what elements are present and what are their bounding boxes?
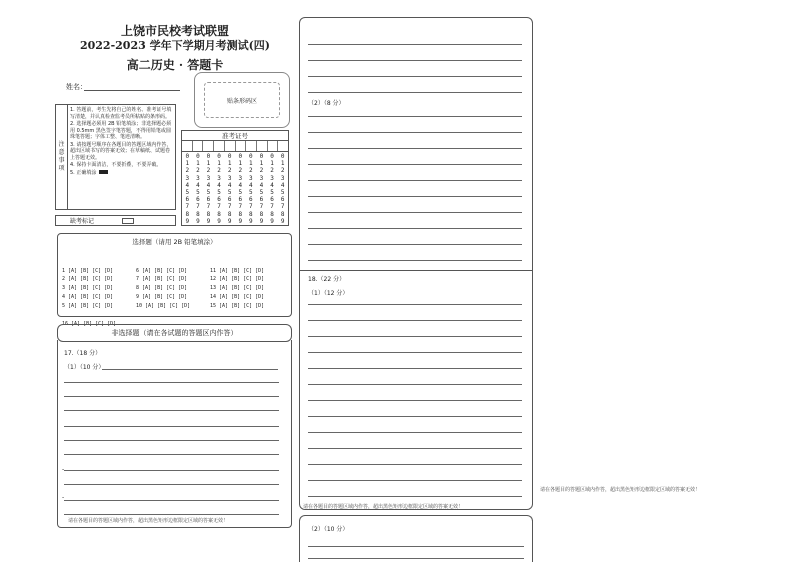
- answer-line[interactable]: [308, 164, 522, 165]
- answer-line[interactable]: [308, 196, 522, 197]
- digit-column[interactable]: 0 1 2 3 4 5 6 7 8 9: [280, 153, 285, 225]
- answer-line[interactable]: [308, 92, 522, 93]
- barcode-area: [194, 72, 290, 128]
- answer-line[interactable]: [308, 432, 522, 433]
- answer-line[interactable]: [308, 76, 522, 77]
- note-item: 4. 保持卡面清洁，不要折叠，不要弄破。: [70, 162, 162, 168]
- answer-line[interactable]: [308, 400, 522, 401]
- answer-line[interactable]: [64, 484, 279, 485]
- answer-line[interactable]: [308, 132, 522, 133]
- answer-line[interactable]: [102, 369, 278, 370]
- answer-line[interactable]: [64, 514, 279, 515]
- digit-column[interactable]: 0 1 2 3 4 5 6 7 8 9: [238, 153, 243, 225]
- answer-line[interactable]: [308, 352, 522, 353]
- answer-line[interactable]: [308, 228, 522, 229]
- q17-label: 17.（18 分）: [64, 350, 102, 357]
- answer-line[interactable]: [308, 304, 522, 305]
- exam-term-title: 2022-2023 学年下学期月考测试(四): [79, 39, 271, 52]
- answer-line[interactable]: [308, 336, 522, 337]
- q17-answer-area[interactable]: 17.（18 分） （1）（10 分） - -: [57, 340, 292, 528]
- section-divider: [300, 270, 532, 271]
- notes-box: [55, 104, 176, 210]
- exam-number-grid: [181, 130, 289, 226]
- answer-line[interactable]: [308, 480, 522, 481]
- answer-line[interactable]: [64, 410, 279, 411]
- q17-sub1-label: （1）（10 分）: [64, 364, 105, 371]
- answer-line[interactable]: [64, 500, 279, 501]
- name-field[interactable]: [84, 90, 180, 91]
- exam-number-input-row[interactable]: [182, 141, 288, 152]
- answer-line[interactable]: [308, 416, 522, 417]
- barcode-label: 贴条形码区: [204, 82, 280, 118]
- choice-group-3[interactable]: 11 [A] [B] [C] [D] 12 [A] [B] [C] [D] 13 [A] [B] [C] [D] 14 [A] [B] [C] [D] 15 [A] [B] [C] [D]: [210, 267, 265, 309]
- digit-column[interactable]: 0 1 2 3 4 5 6 7 8 9: [270, 153, 274, 225]
- answer-line[interactable]: [308, 180, 522, 181]
- exam-number-title: 准考证号: [182, 131, 288, 141]
- q18-sub1-label: （1）（12 分）: [308, 290, 349, 297]
- right-sub2-label: （2）（8 分）: [308, 100, 345, 107]
- filled-mark-example-icon: [99, 170, 108, 174]
- choice-section: [57, 233, 292, 327]
- note-item: 3. 请按题号顺序在各题目的答题区域内作答，超出区域书写的答案无效；在草稿纸、试题卷上答题无效。: [70, 141, 172, 161]
- answer-line[interactable]: [308, 116, 522, 117]
- answer-line[interactable]: [64, 396, 279, 397]
- absent-mark-row: [55, 215, 176, 226]
- digit-column[interactable]: 0 1 2 3 4 5 6 7 8 9: [249, 153, 253, 225]
- note-item: 5. 正确填涂: [70, 170, 173, 177]
- choice-group-4[interactable]: 16 [A] [B] [C] [D]: [62, 320, 117, 327]
- answer-line[interactable]: [64, 454, 279, 455]
- answer-line[interactable]: [308, 44, 522, 45]
- answer-line[interactable]: [308, 260, 522, 261]
- answer-line[interactable]: [308, 448, 522, 449]
- answer-line[interactable]: [64, 426, 279, 427]
- exam-number-digits: [182, 152, 288, 225]
- answer-line[interactable]: [308, 546, 524, 547]
- overflow-note-right: 请在各题目的答题区域内作答，超出黑色矩形边框限定区域的答案无效！: [303, 504, 464, 510]
- digit-column[interactable]: 0 1 2 3 4 5 6 7 8 9: [227, 153, 232, 225]
- digit-column[interactable]: 0 1 2 3 4 5 6 7 8 9: [206, 153, 211, 225]
- digit-column[interactable]: 0 1 2 3 4 5 6 7 8 9: [185, 153, 190, 225]
- answer-line[interactable]: [308, 244, 522, 245]
- note-item: 1. 答题前，考生先将自己的姓名、准考证号填写清楚，并认真检查监考员所粘贴的条形码。: [70, 107, 172, 120]
- answer-line[interactable]: [64, 470, 279, 471]
- overflow-note-far-right: 请在各题目的答题区域内作答，超出黑色矩形边框限定区域的答案无效！: [540, 487, 701, 493]
- overflow-note-left: 请在各题目的答题区域内作答，超出黑色矩形边框限定区域的答案无效！: [68, 518, 229, 524]
- name-label: 姓名：: [66, 83, 87, 91]
- digit-column[interactable]: 0 1 2 3 4 5 6 7 8 9: [259, 153, 264, 225]
- right-answer-panel: [299, 17, 533, 510]
- note-item: 2. 选择题必须用 2B 铅笔填涂；非选择题必须用 0.5mm 黑色签字笔答题，不得用铅笔或圆珠笔答题；字体工整、笔迹清晰。: [70, 121, 172, 140]
- exam-union-title: 上饶市民校考试联盟: [120, 24, 229, 38]
- choice-title: 选择题（请用 2B 铅笔填涂）: [132, 238, 217, 246]
- choice-group-1[interactable]: 1 [A] [B] [C] [D] 2 [A] [B] [C] [D] 3 [A] [B] [C] [D] 4 [A] [B] [C] [D] 5 [A] [B] [C] [D]: [62, 267, 114, 309]
- q18-sub2-label: （2）（10 分）: [308, 526, 349, 533]
- answer-line[interactable]: [308, 496, 522, 497]
- q18-sub2-area[interactable]: [299, 515, 533, 562]
- answer-line[interactable]: [308, 320, 522, 321]
- digit-column[interactable]: 0 1 2 3 4 5 6 7 8 9: [196, 153, 200, 225]
- choice-group-2[interactable]: 6 [A] [B] [C] [D] 7 [A] [B] [C] [D] 8 [A] [B] [C] [D] 9 [A] [B] [C] [D] 10 [A] [B] [C] [D]: [136, 267, 191, 309]
- answer-line[interactable]: [64, 440, 279, 441]
- answer-card-title: 高二历史 · 答题卡: [126, 58, 224, 72]
- answer-line[interactable]: [64, 382, 279, 383]
- notes-list: [70, 107, 173, 177]
- absent-label: 缺考标记: [70, 218, 95, 225]
- answer-line[interactable]: [308, 60, 522, 61]
- answer-line[interactable]: [308, 464, 522, 465]
- digit-column[interactable]: 0 1 2 3 4 5 6 7 8 9: [217, 153, 221, 225]
- answer-line[interactable]: [308, 148, 522, 149]
- answer-line[interactable]: [308, 384, 522, 385]
- answer-line[interactable]: [308, 558, 524, 559]
- absent-checkbox[interactable]: [122, 218, 134, 224]
- answer-line[interactable]: [308, 368, 522, 369]
- answer-line[interactable]: [308, 212, 522, 213]
- notes-label: 注 意 事 项: [56, 105, 68, 209]
- nonchoice-title: 非选择题（请在各试题的答题区内作答）: [57, 324, 292, 342]
- q18-label: 18.（22 分）: [308, 276, 346, 283]
